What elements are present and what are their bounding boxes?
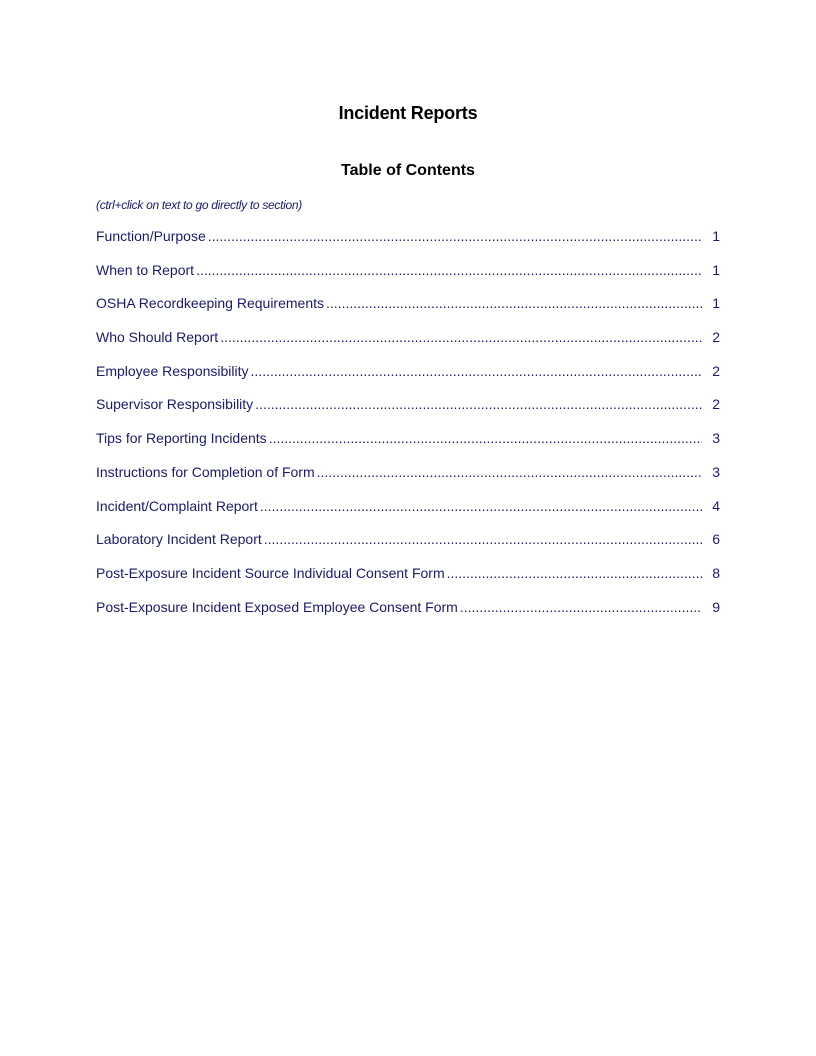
toc-entry-instructions-for-completion[interactable] xyxy=(96,464,720,498)
toc-entry-label[interactable]: When to Report xyxy=(96,261,195,278)
document-title: Incident Reports xyxy=(338,103,478,123)
toc-dot-leader xyxy=(255,396,702,412)
toc-entry-page[interactable]: 8 xyxy=(712,564,720,581)
toc-entry-label[interactable]: Laboratory Incident Report xyxy=(96,531,262,548)
toc-entry-page[interactable]: 1 xyxy=(712,295,720,312)
toc-entry-label[interactable]: Employee Responsibility xyxy=(96,362,249,379)
toc-entry-label[interactable]: Post-Exposure Incident Exposed Employee Consent Form xyxy=(96,598,458,615)
toc-entry-label[interactable]: Instructions for Completion of Form xyxy=(96,463,315,480)
toc-dot-leader xyxy=(264,531,702,547)
toc-entry-page[interactable]: 2 xyxy=(712,329,720,346)
toc-dot-leader xyxy=(220,329,702,345)
toc-entry-label[interactable]: Who Should Report xyxy=(96,329,219,346)
toc-entry-osha-recordkeeping[interactable] xyxy=(96,295,720,329)
toc-entry-incident-complaint-report[interactable] xyxy=(96,498,720,532)
toc-entry-page[interactable]: 2 xyxy=(712,362,720,379)
toc-dot-leader xyxy=(196,262,702,278)
toc-entry-tips-for-reporting[interactable] xyxy=(96,430,720,464)
table-of-contents xyxy=(96,228,720,632)
toc-entry-label[interactable]: OSHA Recordkeeping Requirements xyxy=(96,295,325,312)
toc-heading: Table of Contents xyxy=(341,162,475,179)
toc-entry-page[interactable]: 4 xyxy=(712,497,720,514)
toc-entry-page[interactable]: 2 xyxy=(712,396,720,413)
toc-entry-function-purpose[interactable] xyxy=(96,228,720,262)
toc-entry-supervisor-responsibility[interactable] xyxy=(96,396,720,430)
toc-entry-exposed-employee-consent[interactable] xyxy=(96,599,720,633)
toc-entry-page[interactable]: 1 xyxy=(712,228,720,244)
toc-entry-page[interactable]: 9 xyxy=(712,598,720,615)
toc-entry-page[interactable]: 6 xyxy=(712,531,720,548)
toc-dot-leader xyxy=(260,498,702,514)
toc-dot-leader xyxy=(460,599,702,615)
toc-dot-leader xyxy=(326,295,702,311)
toc-entry-page[interactable]: 3 xyxy=(712,463,720,480)
toc-dot-leader xyxy=(269,430,702,446)
toc-entry-label[interactable]: Function/Purpose xyxy=(96,228,206,244)
toc-entry-page[interactable]: 1 xyxy=(712,261,720,278)
toc-dot-leader xyxy=(447,565,702,581)
toc-entry-label[interactable]: Incident/Complaint Report xyxy=(96,497,258,514)
toc-entry-label[interactable]: Post-Exposure Incident Source Individual Consent Form xyxy=(96,564,445,581)
toc-dot-leader xyxy=(208,228,702,244)
toc-entry-employee-responsibility[interactable] xyxy=(96,363,720,397)
toc-dot-leader xyxy=(251,363,702,379)
toc-entry-page[interactable]: 3 xyxy=(712,430,720,447)
toc-entry-who-should-report[interactable] xyxy=(96,329,720,363)
toc-entry-label[interactable]: Supervisor Responsibility xyxy=(96,396,254,413)
toc-entry-laboratory-incident-report[interactable] xyxy=(96,531,720,565)
toc-entry-when-to-report[interactable] xyxy=(96,262,720,296)
toc-hint: (ctrl+click on text to go directly to section) xyxy=(96,198,302,212)
toc-entry-label[interactable]: Tips for Reporting Incidents xyxy=(96,430,267,447)
toc-entry-source-individual-consent[interactable] xyxy=(96,565,720,599)
toc-dot-leader xyxy=(317,464,702,480)
